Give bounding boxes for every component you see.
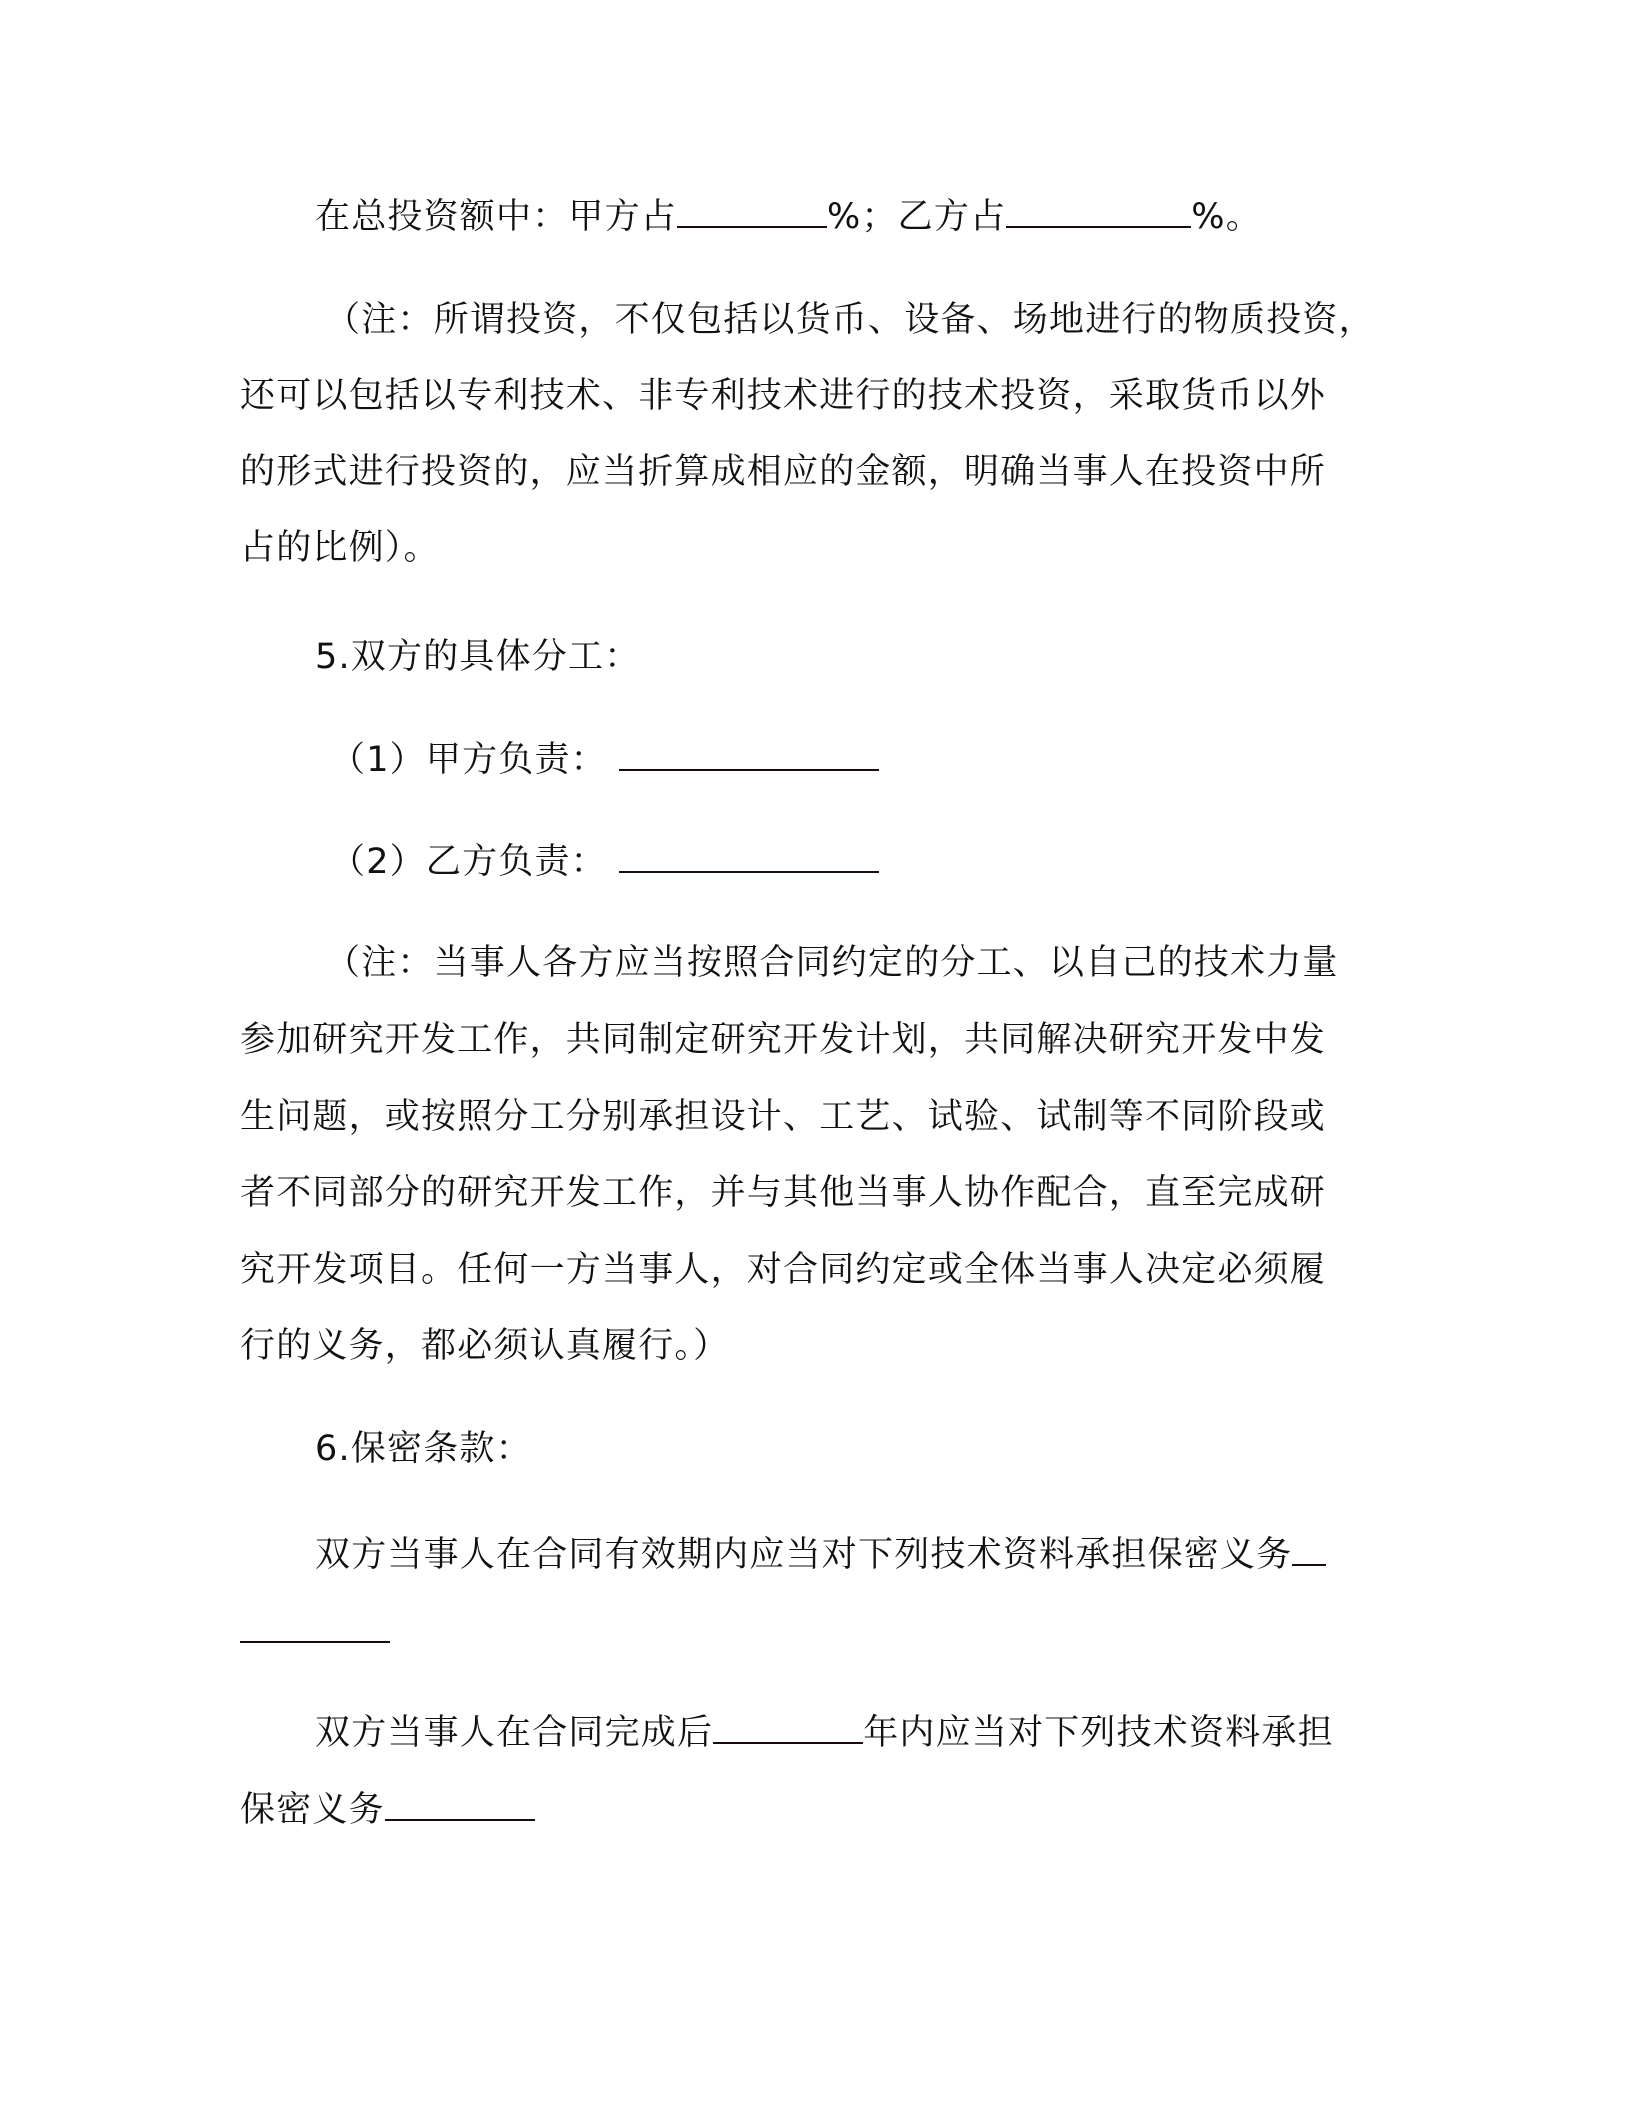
party-b-percent-blank[interactable] [1006, 196, 1191, 228]
confidentiality-clause-1 [315, 1533, 1326, 1577]
note2-line-6: 行的义务，都必须认真履行。） [240, 1326, 730, 1366]
note1-line-2: 还可以包括以专利技术、非专利技术进行的技术投资，采取货币以外 [240, 376, 1327, 416]
clause1-blank[interactable] [240, 1611, 390, 1643]
party-a-duty-line [330, 738, 879, 782]
note2-line-1: （注：当事人各方应当按照合同约定的分工、以自己的技术力量 [325, 943, 1339, 983]
note1-line-1: （注：所谓投资，不仅包括以货币、设备、场地进行的物质投资， [325, 300, 1375, 340]
note2-line-4: 者不同部分的研究开发工作，并与其他当事人协作配合，直至完成研 [240, 1173, 1327, 1213]
clause1-text: 双方当事人在合同有效期内应当对下列技术资料承担保密义务 [315, 1535, 1293, 1575]
investment-share-line [315, 195, 1262, 239]
party-b-duty-label: （2）乙方负责： [330, 842, 607, 882]
clause2-mid: 年内应当对下列技术资料承担 [863, 1713, 1334, 1753]
clause2-blank[interactable] [385, 1789, 535, 1821]
party-b-duty-line [330, 840, 879, 884]
confidentiality-clause-2-end [240, 1788, 535, 1832]
confidentiality-clause-2 [315, 1711, 1334, 1755]
clause1-blank-continuation [240, 1610, 390, 1654]
note2-line-5: 究开发项目。任何一方当事人，对合同约定或全体当事人决定必须履 [240, 1250, 1327, 1290]
section6-heading: 6.保密条款： [315, 1429, 532, 1469]
investment-share-mid: %；乙方占 [827, 197, 1007, 237]
party-a-duty-blank[interactable] [619, 739, 879, 771]
note1-line-4: 占的比例）。 [240, 528, 440, 568]
note1-line-3: 的形式进行投资的，应当折算成相应的金额，明确当事人在投资中所 [240, 452, 1327, 492]
party-a-percent-blank[interactable] [677, 196, 827, 228]
note2-line-2: 参加研究开发工作，共同制定研究开发计划，共同解决研究开发中发 [240, 1020, 1327, 1060]
years-blank[interactable] [713, 1712, 863, 1744]
clause2-end: 保密义务 [240, 1790, 385, 1830]
note2-line-3: 生问题，或按照分工分别承担设计、工艺、试验、试制等不同阶段或 [240, 1097, 1327, 1137]
section5-heading: 5.双方的具体分工： [315, 637, 641, 677]
party-b-duty-blank[interactable] [619, 841, 879, 873]
investment-share-prefix: 在总投资额中：甲方占 [315, 197, 678, 237]
clause1-blank-start[interactable] [1292, 1534, 1326, 1566]
party-a-duty-label: （1）甲方负责： [330, 740, 607, 780]
clause2-prefix: 双方当事人在合同完成后 [315, 1713, 714, 1753]
investment-share-suffix: %。 [1191, 197, 1262, 237]
